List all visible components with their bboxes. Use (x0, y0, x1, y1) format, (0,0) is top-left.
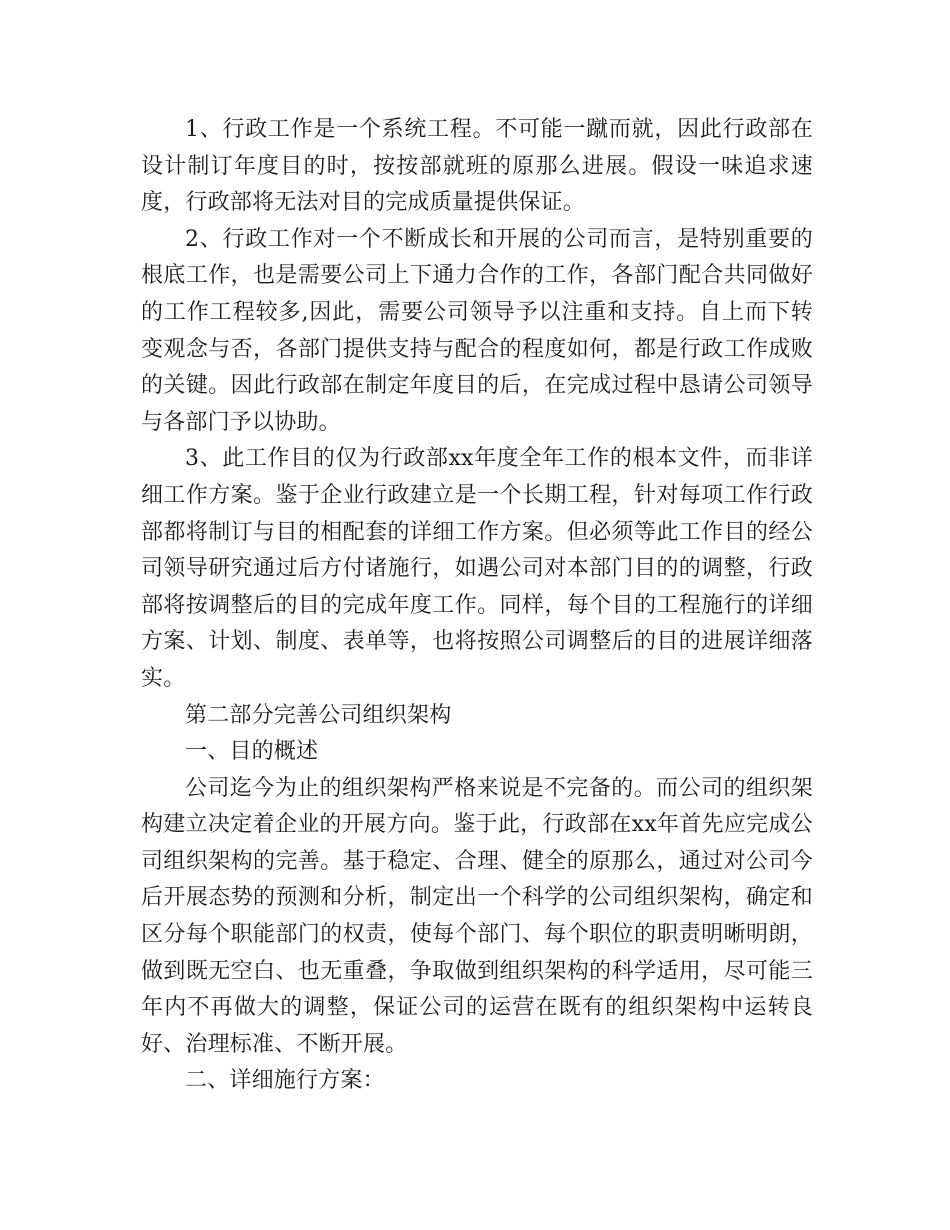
section-heading-part-two: 第二部分完善公司组织架构 (185, 702, 452, 728)
paragraph-note-3: 3、此工作目的仅为行政部xx年度全年工作的根本文件，而非详细工作方案。鉴于企业行政建立是一个长期工程，针对每项工作行政部都将制订与目的相配套的详细工作方案。但必须等此工作目的经公司领导研究通过后方付诸施行，如遇公司对本部门目的的调整，行政部将按调整后的目的完成年度工作。同样，每个目的工程施行的详细方案、计划、制度、表单等，也将按照公司调整后的目的进展详细落实。 (141, 446, 813, 691)
paragraph-note-1: 1、行政工作是一个系统工程。不可能一蹴而就，因此行政部在设计制订年度目的时，按按部就班的原那么进展。假设一味追求速度，行政部将无法对目的完成质量提供保证。 (141, 117, 813, 216)
document-body (141, 112, 813, 1100)
paragraph-note-2: 2、行政工作对一个不断成长和开展的公司而言，是特别重要的根底工作，也是需要公司上下通力合作的工作，各部门配合共同做好的工作工程较多,因此，需要公司领导予以注重和支持。自上而下转变观念与否，各部门提供支持与配合的程度如何，都是行政工作成败的关键。因此行政部在制定年度目的后，在完成过程中恳请公司领导与各部门予以协助。 (141, 226, 813, 435)
subheading-objective-overview: 一、目的概述 (185, 739, 319, 765)
subheading-implementation-plan: 二、详细施行方案： (185, 1068, 385, 1094)
paragraph-objective-overview: 公司迄今为止的组织架构严格来说是不完备的。而公司的组织架构建立决定着企业的开展方向。鉴于此，行政部在xx年首先应完成公司组织架构的完善。基于稳定、合理、健全的原那么，通过对公司今后开展态势的预测和分析，制定出一个科学的公司组织架构，确定和区分每个职能部门的权责，使每个部门、每个职位的职责明晰明朗，做到既无空白、也无重叠，争取做到组织架构的科学适用，尽可能三年内不再做大的调整，保证公司的运营在既有的组织架构中运转良好、治理标准、不断开展。 (141, 775, 813, 1057)
